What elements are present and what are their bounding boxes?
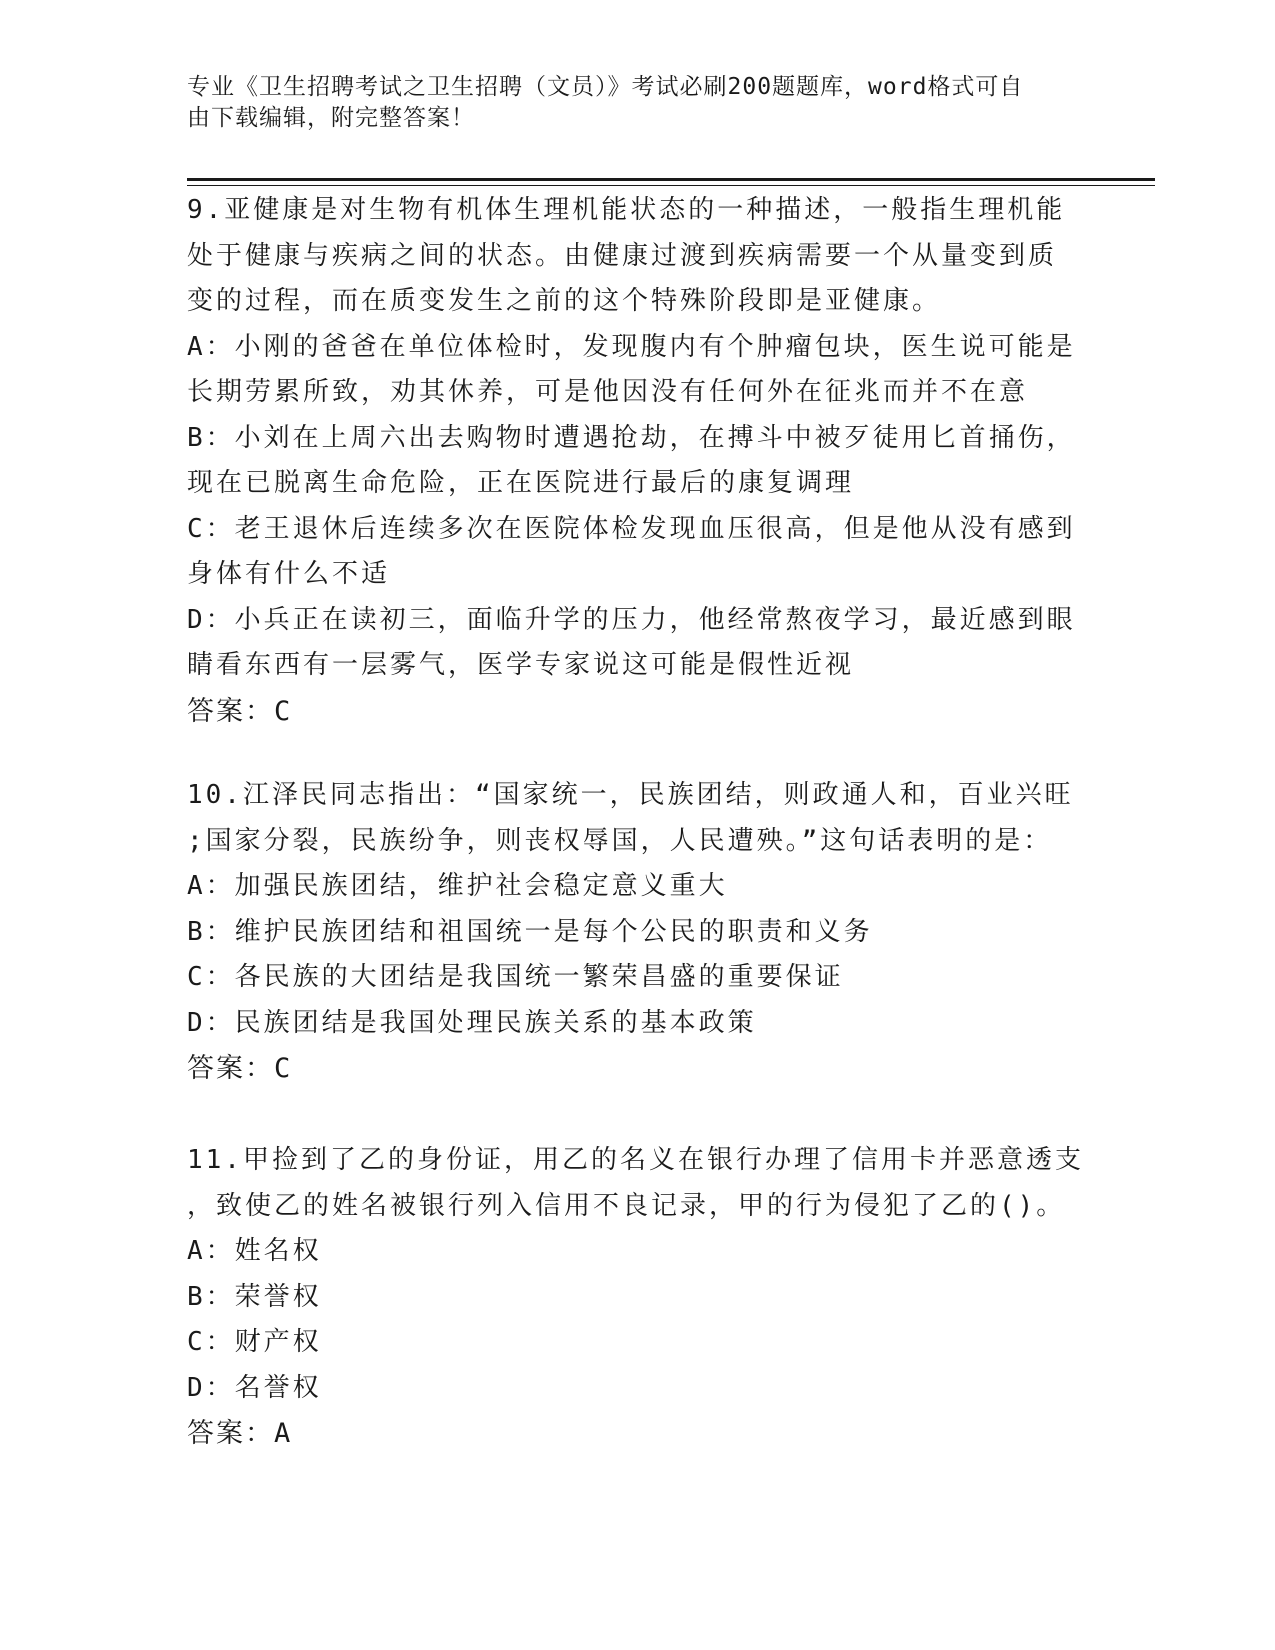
header-divider-thick (187, 178, 1155, 181)
answer-label: 答案： (187, 695, 274, 727)
answer-label: 答案： (187, 1418, 274, 1449)
option-line: B：小刘在上周六出去购物时遭遇抢劫，在搏斗中被歹徒用匕首捅伤， (187, 422, 1076, 453)
option-b (187, 416, 1087, 507)
answer-line (187, 689, 1087, 735)
question-stem-line: 11.甲捡到了乙的身份证，用乙的名义在银行办理了信用卡并恶意透支 (187, 1145, 1084, 1175)
header-line-1: 专业《卫生招聘考试之卫生招聘（文员）》考试必刷200题题库，word格式可自 (187, 74, 1024, 100)
document-header (187, 72, 1067, 134)
header-line-2: 由下载编辑，附完整答案！ (187, 105, 475, 131)
answer-line (187, 1046, 1087, 1092)
option-line: 睛看东西有一层雾气，医学专家说这可能是假性近视 (187, 650, 855, 680)
question-stem-line: ，致使乙的姓名被银行列入信用不良记录，甲的行为侵犯了乙的()。 (187, 1190, 1066, 1221)
answer-line (187, 1411, 1087, 1457)
question-9 (187, 188, 1087, 734)
option-line: 长期劳累所致，劝其休养，可是他因没有任何外在征兆而并不在意 (187, 377, 1029, 407)
question-stem-line: ;国家分裂，民族纷争，则丧权辱国，人民遭殃。”这句话表明的是： (187, 825, 1053, 856)
option-line: 身体有什么不适 (187, 559, 391, 589)
question-stem-line: 9.亚健康是对生物有机体生理机能状态的一种描述，一般指生理机能 (187, 195, 1066, 225)
answer-label: 答案： (187, 1053, 274, 1084)
option-c: C：各民族的大团结是我国统一繁荣昌盛的重要保证 (187, 962, 844, 992)
option-line: C：老王退休后连续多次在医院体检发现血压很高，但是他从没有感到 (187, 513, 1076, 544)
question-11 (187, 1138, 1087, 1457)
header-divider-thin (187, 185, 1155, 186)
option-b: B：维护民族团结和祖国统一是每个公民的职责和义务 (187, 916, 873, 947)
answer-value: C (274, 1053, 292, 1084)
answer-value: C (274, 695, 292, 727)
option-d: D：民族团结是我国处理民族关系的基本政策 (187, 1007, 757, 1038)
option-c: C：财产权 (187, 1327, 322, 1357)
option-a: A：姓名权 (187, 1236, 322, 1266)
option-c (187, 507, 1087, 598)
option-line: A：小刚的爸爸在单位体检时，发现腹内有个肿瘤包块，医生说可能是 (187, 331, 1076, 362)
question-stem-line: 处于健康与疾病之间的状态。由健康过渡到疾病需要一个从量变到质 (187, 240, 1058, 271)
question-stem-line: 变的过程，而在质变发生之前的这个特殊阶段即是亚健康。 (187, 286, 942, 316)
option-d (187, 598, 1087, 689)
option-a: A：加强民族团结，维护社会稳定意义重大 (187, 871, 728, 901)
question-10 (187, 773, 1087, 1092)
option-line: 现在已脱离生命危险，正在医院进行最后的康复调理 (187, 468, 855, 498)
option-a (187, 325, 1087, 416)
option-line: D：小兵正在读初三，面临升学的压力，他经常熬夜学习，最近感到眼 (187, 604, 1076, 635)
option-b: B：荣誉权 (187, 1281, 322, 1312)
option-d: D：名誉权 (187, 1372, 322, 1403)
answer-value: A (274, 1418, 292, 1449)
question-stem-line: 10.江泽民同志指出：“国家统一，民族团结，则政通人和，百业兴旺 (187, 780, 1074, 810)
